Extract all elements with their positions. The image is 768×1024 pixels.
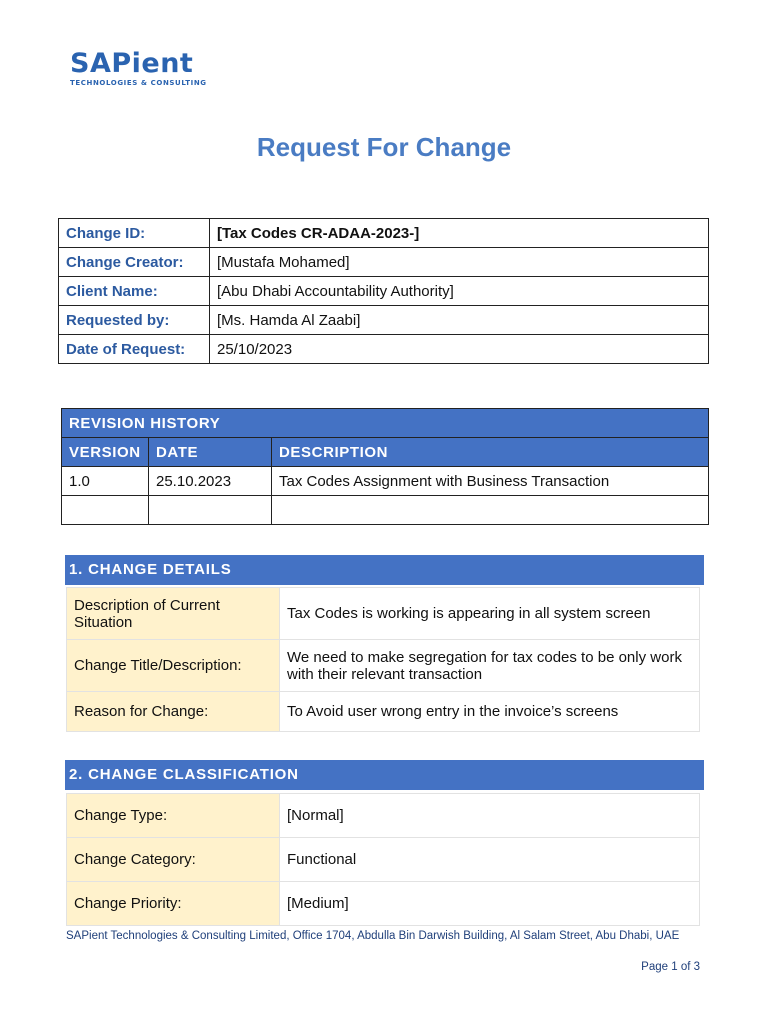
logo-brand-main: SAPi (70, 48, 142, 79)
table-row (67, 692, 700, 732)
change-classification-table (66, 793, 700, 926)
classification-label: Change Priority: (67, 882, 280, 926)
page-number: Page 1 of 3 (641, 961, 700, 973)
table-row (59, 277, 709, 306)
classification-label: Change Category: (67, 838, 280, 882)
footer-address: SAPient Technologies & Consulting Limited, Office 1704, Abdulla Bin Darwish Building, Al Salam Street, Abu Dhabi, UAE (66, 930, 680, 942)
revision-date (149, 496, 272, 525)
info-label: Requested by: (59, 306, 210, 335)
classification-value: [Medium] (280, 882, 700, 926)
info-label: Change ID: (59, 219, 210, 248)
revision-date: 25.10.2023 (149, 467, 272, 496)
classification-value: Functional (280, 838, 700, 882)
revision-version: 1.0 (62, 467, 149, 496)
info-value: [Abu Dhabi Accountability Authority] (210, 277, 709, 306)
table-row (59, 219, 709, 248)
change-details-header: 1. CHANGE DETAILS (65, 555, 704, 585)
table-row (62, 467, 709, 496)
info-label: Client Name: (59, 277, 210, 306)
table-row (62, 496, 709, 525)
detail-value: We need to make segregation for tax codes to be only work with their relevant transaction (280, 640, 700, 692)
table-row (67, 640, 700, 692)
logo-tagline: TECHNOLOGIES & CONSULTING (70, 79, 207, 87)
info-value: 25/10/2023 (210, 335, 709, 364)
revision-description: Tax Codes Assignment with Business Transaction (272, 467, 709, 496)
info-label: Date of Request: (59, 335, 210, 364)
info-value: [Ms. Hamda Al Zaabi] (210, 306, 709, 335)
column-header-description: DESCRIPTION (272, 438, 709, 467)
table-row (67, 882, 700, 926)
column-header-version: VERSION (62, 438, 149, 467)
table-row (67, 588, 700, 640)
info-value: [Tax Codes CR-ADAA-2023-] (210, 219, 709, 248)
detail-value: To Avoid user wrong entry in the invoice’s screens (280, 692, 700, 732)
column-header-date: DATE (149, 438, 272, 467)
detail-label: Reason for Change: (67, 692, 280, 732)
revision-version (62, 496, 149, 525)
change-info-table (58, 218, 709, 364)
change-classification-header: 2. CHANGE CLASSIFICATION (65, 760, 704, 790)
detail-value: Tax Codes is working is appearing in all system screen (280, 588, 700, 640)
revision-description (272, 496, 709, 525)
page-title: Request For Change (256, 132, 512, 162)
revision-header-row (62, 438, 709, 467)
info-value: [Mustafa Mohamed] (210, 248, 709, 277)
revision-history-table (61, 408, 709, 525)
table-row (59, 248, 709, 277)
detail-label: Change Title/Description: (67, 640, 280, 692)
table-row (67, 838, 700, 882)
table-row (59, 306, 709, 335)
change-details-table (66, 587, 700, 732)
info-label: Change Creator: (59, 248, 210, 277)
classification-label: Change Type: (67, 794, 280, 838)
logo-wordmark (70, 50, 230, 78)
detail-label: Description of Current Situation (67, 588, 280, 640)
logo-brand-accent: ent (141, 48, 194, 79)
company-logo (70, 50, 230, 87)
table-row (67, 794, 700, 838)
classification-value: [Normal] (280, 794, 700, 838)
table-row (59, 335, 709, 364)
revision-title-row (62, 409, 709, 438)
revision-title: REVISION HISTORY (62, 409, 709, 438)
